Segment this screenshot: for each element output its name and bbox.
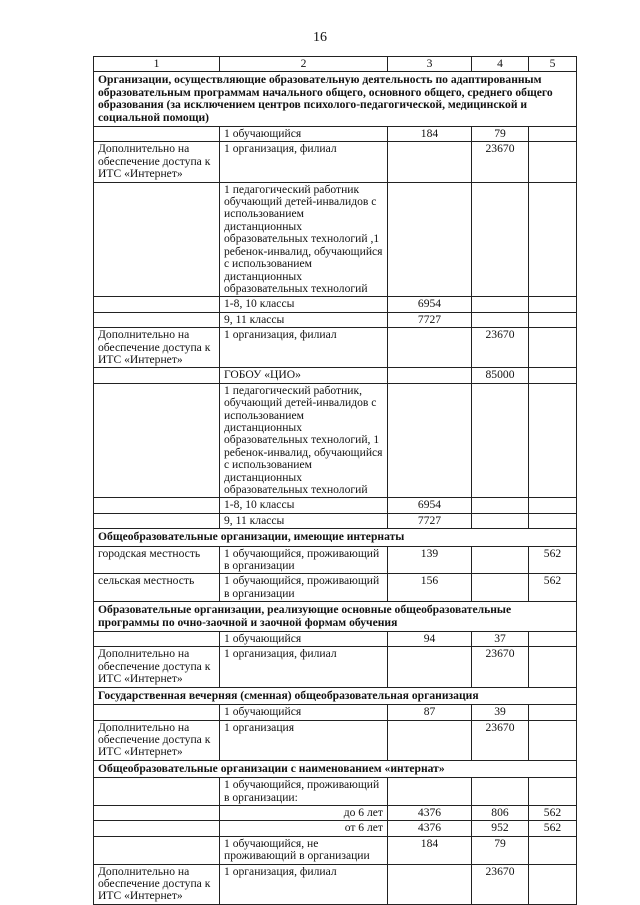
unit-cell: 1 организация, филиал [220,142,388,182]
value-col5-cell [529,647,577,687]
value-col5-cell [529,498,577,513]
value-col5-cell [529,705,577,720]
table-row [94,864,577,904]
value-col3-cell [388,383,472,498]
value-col4-cell: 23670 [472,328,529,368]
value-col4-cell: 952 [472,821,529,836]
recipient-cell [94,513,220,528]
value-col4-cell: 23670 [472,142,529,182]
table-row [94,142,577,182]
value-col4-cell: 23670 [472,864,529,904]
section-title: Государственная вечерняя (сменная) общеобразовательная организация [94,687,577,704]
value-col3-cell: 7727 [388,513,472,528]
value-col5-cell [529,778,577,806]
value-col4-cell [472,513,529,528]
value-col4-cell [472,312,529,327]
value-col3-cell: 87 [388,705,472,720]
value-col3-cell [388,864,472,904]
table-row [94,297,577,312]
column-number: 5 [529,57,577,72]
allocation-table [93,56,577,905]
value-col3-cell: 6954 [388,297,472,312]
value-col3-cell [388,778,472,806]
section-header-row [94,687,577,704]
value-col5-cell: 562 [529,805,577,820]
unit-cell: 9, 11 классы [220,513,388,528]
table-row [94,647,577,687]
value-col4-cell: 23670 [472,720,529,760]
value-col5-cell [529,328,577,368]
unit-cell: ГОБОУ «ЦИО» [220,368,388,383]
value-col4-cell [472,546,529,574]
recipient-cell: Дополнительно на обеспечение доступа к ИТС «Интернет» [94,647,220,687]
table-row [94,546,577,574]
value-col4-cell [472,182,529,297]
value-col4-cell [472,383,529,498]
recipient-cell [94,821,220,836]
unit-cell: 9, 11 классы [220,312,388,327]
value-col3-cell: 156 [388,574,472,602]
unit-cell: от 6 лет [220,821,388,836]
value-col3-cell: 4376 [388,805,472,820]
value-col5-cell [529,312,577,327]
table-row [94,513,577,528]
unit-cell: 1 организация, филиал [220,647,388,687]
value-col5-cell [529,142,577,182]
recipient-cell [94,297,220,312]
table-row [94,778,577,806]
recipient-cell [94,182,220,297]
unit-cell: 1 педагогический работник обучающий детей-инвалидов с использованием дистанционных образовательных технологий ,1 ребенок-инвалид, обучающийся с использованием дистанционных образовательных технологий [220,182,388,297]
unit-cell: до 6 лет [220,805,388,820]
value-col4-cell [472,297,529,312]
value-col3-cell [388,647,472,687]
section-title: Общеобразовательные организации с наименованием «интернат» [94,760,577,777]
table-row [94,127,577,142]
column-number: 3 [388,57,472,72]
value-col4-cell: 85000 [472,368,529,383]
section-title: Общеобразовательные организации, имеющие интернаты [94,529,577,546]
table-row [94,383,577,498]
unit-cell: 1 педагогический работник, обучающий детей-инвалидов с использованием дистанционных образовательных технологий, 1 ребенок-инвалид, обучающийся с использованием дистанционных образовательных технологий [220,383,388,498]
value-col4-cell: 79 [472,127,529,142]
recipient-cell: Дополнительно на обеспечение доступа к ИТС «Интернет» [94,142,220,182]
value-col3-cell [388,328,472,368]
column-number-row [94,57,577,72]
value-col4-cell: 37 [472,632,529,647]
value-col5-cell [529,383,577,498]
value-col3-cell: 184 [388,127,472,142]
table-row [94,821,577,836]
value-col5-cell [529,513,577,528]
value-col5-cell [529,368,577,383]
value-col5-cell [529,297,577,312]
value-col3-cell: 94 [388,632,472,647]
recipient-cell [94,778,220,806]
value-col5-cell [529,720,577,760]
table-row [94,574,577,602]
value-col5-cell [529,632,577,647]
value-col5-cell [529,182,577,297]
unit-cell: 1 обучающийся, не проживающий в организации [220,836,388,864]
recipient-cell [94,836,220,864]
unit-cell: 1 организация [220,720,388,760]
recipient-cell: Дополнительно на обеспечение доступа к ИТС «Интернет» [94,720,220,760]
section-title: Организации, осуществляющие образовательную деятельность по адаптированным образовательным программам начального общего, основного общего, среднего общего образования (за исключением центров психолого-педагогической, медицинской и социальной помощи) [94,72,577,127]
value-col3-cell [388,142,472,182]
unit-cell: 1 обучающийся, проживающий в организации: [220,778,388,806]
value-col3-cell: 4376 [388,821,472,836]
column-number: 4 [472,57,529,72]
recipient-cell: сельская местность [94,574,220,602]
value-col5-cell [529,864,577,904]
value-col5-cell: 562 [529,546,577,574]
unit-cell: 1 организация, филиал [220,328,388,368]
recipient-cell [94,805,220,820]
unit-cell: 1 обучающийся [220,705,388,720]
column-number: 1 [94,57,220,72]
table-row [94,632,577,647]
section-header-row [94,602,577,632]
value-col5-cell: 562 [529,574,577,602]
unit-cell: 1 обучающийся, проживающий в организации [220,546,388,574]
value-col3-cell: 7727 [388,312,472,327]
table-row [94,182,577,297]
section-title: Образовательные организации, реализующие основные общеобразовательные программы по очно-заочной и заочной формам обучения [94,602,577,632]
recipient-cell: Дополнительно на обеспечение доступа к ИТС «Интернет» [94,864,220,904]
table-row [94,312,577,327]
value-col4-cell: 79 [472,836,529,864]
value-col4-cell: 806 [472,805,529,820]
recipient-cell [94,632,220,647]
value-col4-cell [472,498,529,513]
recipient-cell: Дополнительно на обеспечение доступа к ИТС «Интернет» [94,328,220,368]
page-number: 16 [313,30,327,45]
recipient-cell [94,368,220,383]
table-row [94,705,577,720]
value-col5-cell: 562 [529,821,577,836]
value-col5-cell [529,127,577,142]
recipient-cell [94,498,220,513]
section-header-row [94,72,577,127]
recipient-cell [94,705,220,720]
unit-cell: 1-8, 10 классы [220,498,388,513]
column-number: 2 [220,57,388,72]
recipient-cell [94,312,220,327]
recipient-cell: городская местность [94,546,220,574]
table-row [94,836,577,864]
table-row [94,368,577,383]
table-row [94,328,577,368]
table-row [94,498,577,513]
value-col3-cell: 6954 [388,498,472,513]
value-col4-cell: 23670 [472,647,529,687]
value-col3-cell: 139 [388,546,472,574]
table-row [94,720,577,760]
recipient-cell [94,127,220,142]
unit-cell: 1 организация, филиал [220,864,388,904]
unit-cell: 1-8, 10 классы [220,297,388,312]
value-col5-cell [529,836,577,864]
value-col3-cell [388,182,472,297]
value-col3-cell [388,720,472,760]
value-col4-cell [472,778,529,806]
recipient-cell [94,383,220,498]
unit-cell: 1 обучающийся, проживающий в организации [220,574,388,602]
value-col4-cell: 39 [472,705,529,720]
section-header-row [94,529,577,546]
value-col3-cell: 184 [388,836,472,864]
value-col3-cell [388,368,472,383]
value-col4-cell [472,574,529,602]
unit-cell: 1 обучающийся [220,127,388,142]
section-header-row [94,760,577,777]
table-body [94,57,577,905]
table-row [94,805,577,820]
unit-cell: 1 обучающийся [220,632,388,647]
